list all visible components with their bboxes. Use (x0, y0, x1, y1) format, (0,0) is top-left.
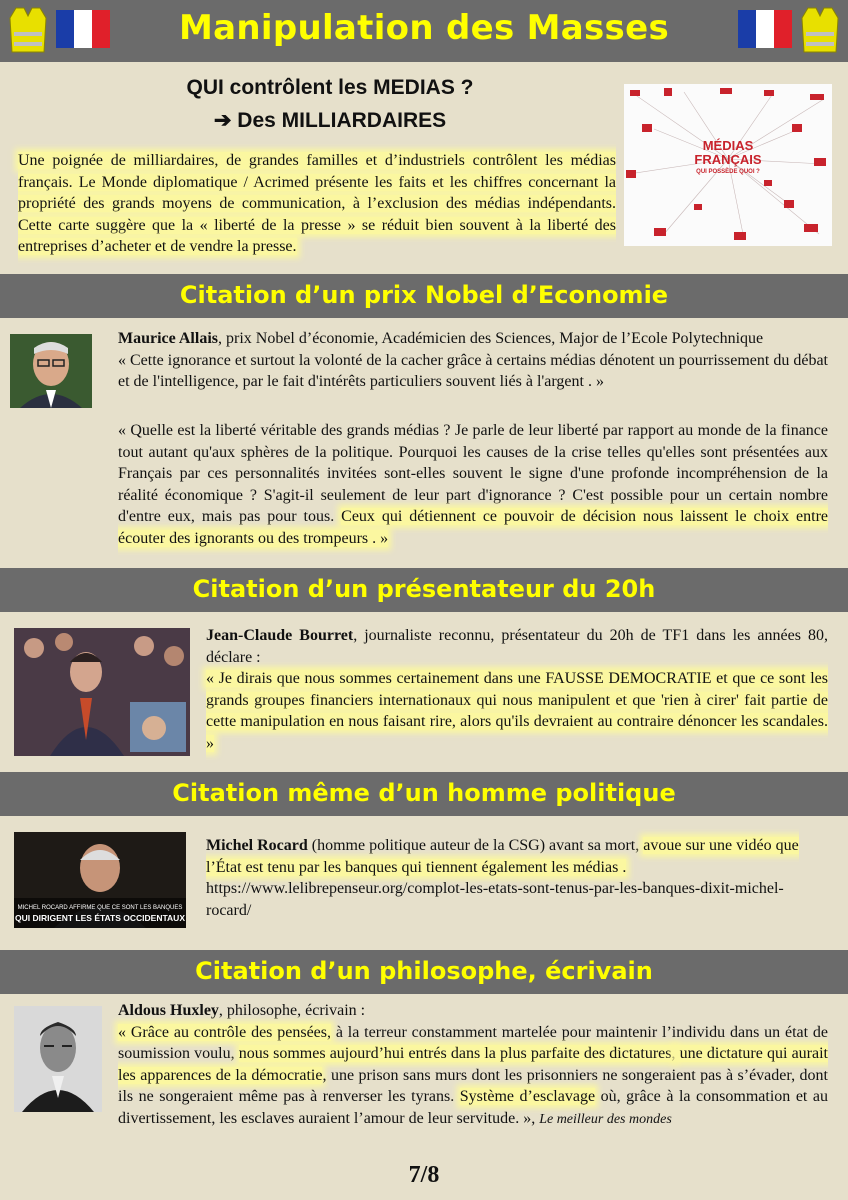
page-number: 7/8 (408, 1162, 440, 1188)
quote-1: « Cette ignorance et surtout la volonté de la cacher grâce à certains médias dénotent un pourrissement du débat et de l'intelligence, par le fait d'intérêts particuliers souvent liés à l'argent . » (118, 351, 828, 390)
header-banner (0, 0, 848, 62)
author-name: Michel Rocard (206, 837, 308, 854)
right-arrow-icon: ➔ (213, 109, 232, 132)
michel-rocard-photo (14, 832, 186, 928)
section1-answer-line (90, 108, 570, 133)
map-title-line3: QUI POSSÈDE QUOI ? (696, 169, 760, 175)
section1-answer: Des MILLIARDAIRES (237, 109, 447, 132)
section1-question: QUI contrôlent les MEDIAS ? (186, 76, 474, 99)
book-title: Le meilleur des mondes (539, 1111, 672, 1127)
section1-body: Une poignée de milliardaires, de grandes familles et d’industriels contrôlent les médias français. Le Monde diplomatique / Acrimed présente les faits et les chiffres concernant la propriété des grands moyens de communication, à l’exclusion des médias indépendants. Cette carte suggère que la « liberté de la presse » se réduit bien souvent à la liberté des entreprises d’acheter et de vendre la presse. (18, 152, 616, 255)
section2-quote2: « Quelle est la liberté véritable des grands médias ? Je parle de leur liberté par rapport au monde de la finance tout autant qu'aux sphères de la politique. Pourquoi les causes de la crise telles qu'elles sont présentées aux Français par ces personnalités invitées sont-elles souvent le signe d'une profonde incompréhension de la réalité économique ? S'agit-il seulement de leur part d'ignorance ? C'est possible pour un certain nombre d'entre eux, mais pas pour tous. Ceux qui détiennent ce pouvoir de décision nous laissent le choix entre écouter des ignorants ou des trompeurs . » (118, 422, 828, 547)
yellow-vest-icon (800, 6, 840, 54)
section5-text: Aldous Huxley, philosophe, écrivain : « Grâce au contrôle des pensées, à la terreur constamment martelée pour maintenir l’individu dans un état de soumission voulu, nous sommes aujourd’hui entrés dans la plus parfaite des dictatures, une dictature qui aurait les apparences de la démocratie, une prison sans murs dont les prisonniers ne songeraient pas à s’évader, dont ils ne songeraient même pas à renverser les tyrans. Système d’esclavage où, grâce à la consommation et au divertissement, les esclaves auraient l’amour de leur servitude. », Le meilleur des mondes (118, 1002, 829, 1127)
section5-heading: Citation d’un philosophe, écrivain (195, 957, 653, 985)
section4-text: Michel Rocard (homme politique auteur de la CSG) avant sa mort, avoue sur une vidéo que l’État est tenu par les banques qui tiennent également les médias . https://www.lelibrepenseur.org/complot-les-etats-sont-tenus-par-les-banques-dixit-michel-rocard/ (206, 837, 799, 919)
french-flag-icon (738, 10, 792, 48)
section3-header-bar (0, 568, 848, 612)
jean-claude-bourret-photo (14, 628, 190, 756)
quote: avoue sur une vidéo que l’État est tenu par les banques qui tiennent également les médias . (206, 837, 799, 876)
page-title: Manipulation des Masses (178, 8, 669, 48)
map-title-line2: FRANÇAIS (694, 152, 762, 167)
section4-header-bar (0, 772, 848, 816)
media-map-image (624, 84, 832, 246)
section5-header-bar (0, 950, 848, 994)
maurice-allais-photo (10, 334, 92, 408)
section3-heading: Citation d’un présentateur du 20h (192, 575, 656, 603)
section3-text: Jean-Claude Bourret, journaliste reconnu, présentateur du 20h de TF1 dans les années 80, déclare : « Je dirais que nous sommes certainement dans une FAUSSE DEMOCRATIE et que ce sont les grands groupes financiers internationaux qui nous manipulent et que 'rien à cirer' fait partie de cette manipulation en nous faisant rire, alors qu'ils devraient au contraire dénoncer les scandales. » (206, 627, 828, 752)
section2-text: Maurice Allais, prix Nobel d’économie, Académicien des Sciences, Major de l’Ecole Polytechnique « Cette ignorance et surtout la volonté de la cacher grâce à certains médias dénotent un pourrissement du débat et de l'intelligence, par le fait d'intérêts particuliers souvent liés à l'argent . » (118, 330, 828, 390)
aldous-huxley-photo (14, 1006, 102, 1112)
section4-heading: Citation même d’un homme politique (172, 779, 676, 807)
source-url[interactable]: https://www.lelibrepenseur.org/complot-les-etats-sont-tenus-par-les-banques-dixit-michel-rocard/ (206, 880, 784, 919)
caption-small: MICHEL ROCARD AFFIRME QUE CE SONT LES BANQUES (17, 905, 183, 911)
author-name: Aldous Huxley (118, 1002, 219, 1019)
author-name: Jean-Claude Bourret (206, 627, 354, 644)
quote: « Je dirais que nous sommes certainement dans une FAUSSE DEMOCRATIE et que ce sont les grands groupes financiers internationaux qui nous manipulent et que 'rien à cirer' fait partie de cette manipulation en nous faisant rire, alors qu'ils devraient au contraire dénoncer les scandales. » (206, 670, 828, 752)
map-title-line1: MÉDIAS (702, 138, 754, 153)
section2-heading: Citation d’un prix Nobel d’Economie (179, 281, 669, 309)
section2-header-bar (0, 274, 848, 318)
author-name: Maurice Allais (118, 330, 218, 347)
caption-big: QUI DIRIGENT LES ÉTATS OCCIDENTAUX (14, 913, 186, 923)
